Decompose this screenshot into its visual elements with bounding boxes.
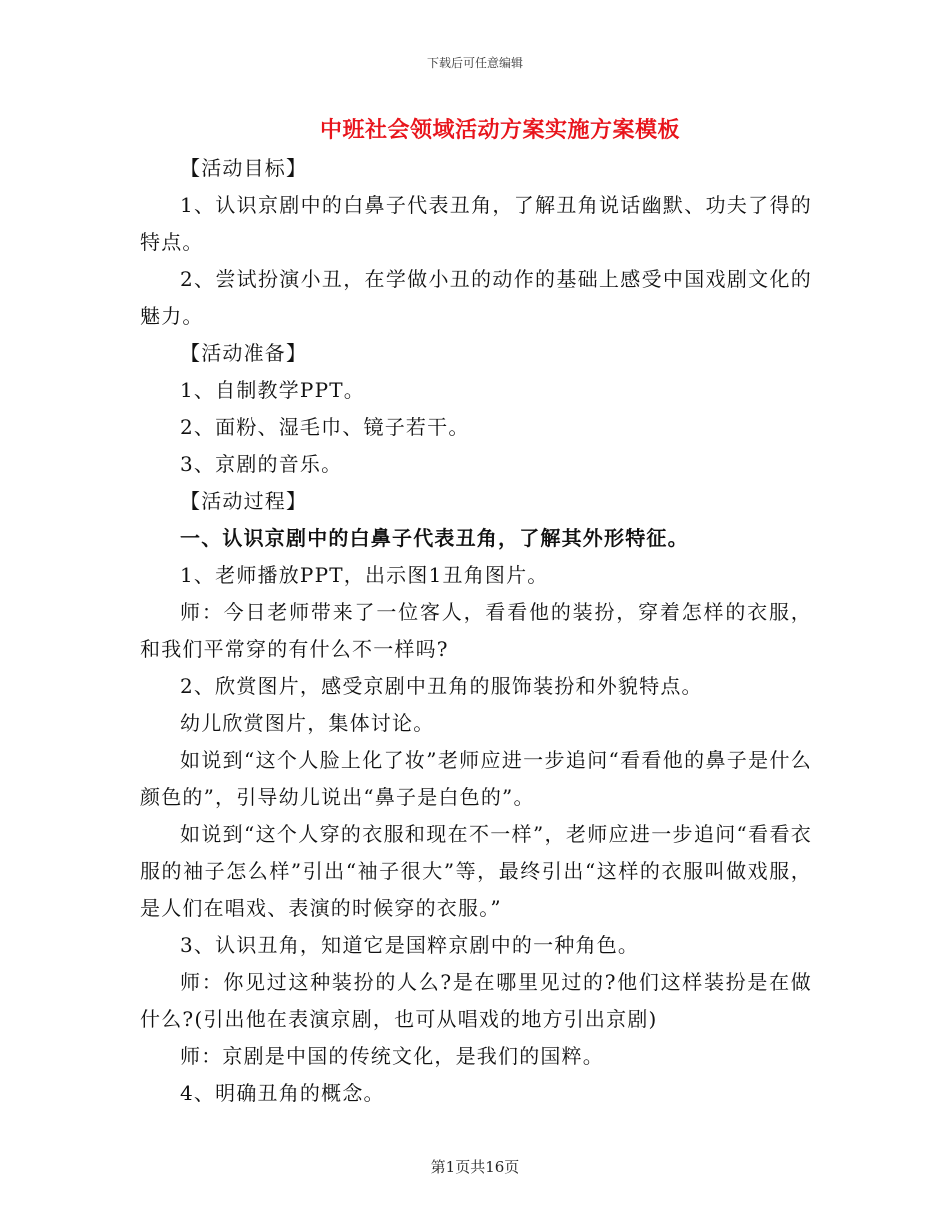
paragraph: 2、面粉、湿毛巾、镜子若干。 — [180, 415, 470, 439]
paragraph: 2、欣赏图片，感受京剧中丑角的服饰装扮和外貌特点。 — [180, 674, 703, 698]
paragraph: 师：今日老师带来了一位客人，看看他的装扮，穿着怎样的衣服，和我们平常穿的有什么不一样吗? — [140, 600, 812, 661]
paragraph: 【活动过程】 — [180, 489, 308, 513]
section-heading: 一、认识京剧中的白鼻子代表丑角，了解其外形特征。 — [180, 526, 689, 550]
paragraph: 1、自制教学PPT。 — [180, 378, 365, 402]
paragraph: 【活动目标】 — [180, 156, 308, 180]
paragraph: 师：你见过这种装扮的人么?是在哪里见过的?他们这样装扮是在做什么?(引出他在表演京剧，也可从唱戏的地方引出京剧) — [140, 970, 812, 1031]
document-title: 中班社会领域活动方案实施方案模板 — [319, 117, 680, 143]
page-header-note: 下载后可任意编辑 — [426, 56, 523, 70]
paragraph: 【活动准备】 — [180, 341, 308, 365]
paragraph: 师：京剧是中国的传统文化，是我们的国粹。 — [180, 1044, 604, 1068]
paragraph: 2、尝试扮演小丑，在学做小丑的动作的基础上感受中国戏剧文化的魅力。 — [140, 267, 812, 328]
paragraph: 幼儿欣赏图片，集体讨论。 — [180, 711, 435, 735]
paragraph: 4、明确丑角的概念。 — [180, 1081, 385, 1105]
paragraph: 1、认识京剧中的白鼻子代表丑角，了解丑角说话幽默、功夫了得的特点。 — [140, 193, 812, 254]
paragraph: 如说到“这个人脸上化了妆”老师应进一步追问“看看他的鼻子是什么颜色的”，引导幼儿说出“鼻子是白色的”。 — [140, 748, 812, 809]
paragraph: 1、老师播放PPT，出示图1丑角图片。 — [180, 563, 549, 587]
paragraph: 如说到“这个人穿的衣服和现在不一样”，老师应进一步追问“看看衣服的袖子怎么样”引出“袖子很大”等，最终引出“这样的衣服叫做戏服，是人们在唱戏、表演的时候穿的衣服。” — [140, 822, 812, 920]
paragraph: 3、认识丑角，知道它是国粹京剧中的一种角色。 — [180, 933, 640, 957]
paragraph: 3、京剧的音乐。 — [180, 452, 343, 476]
document-body — [140, 150, 812, 1112]
page-footer-pagination: 第1页共16页 — [430, 1158, 520, 1176]
